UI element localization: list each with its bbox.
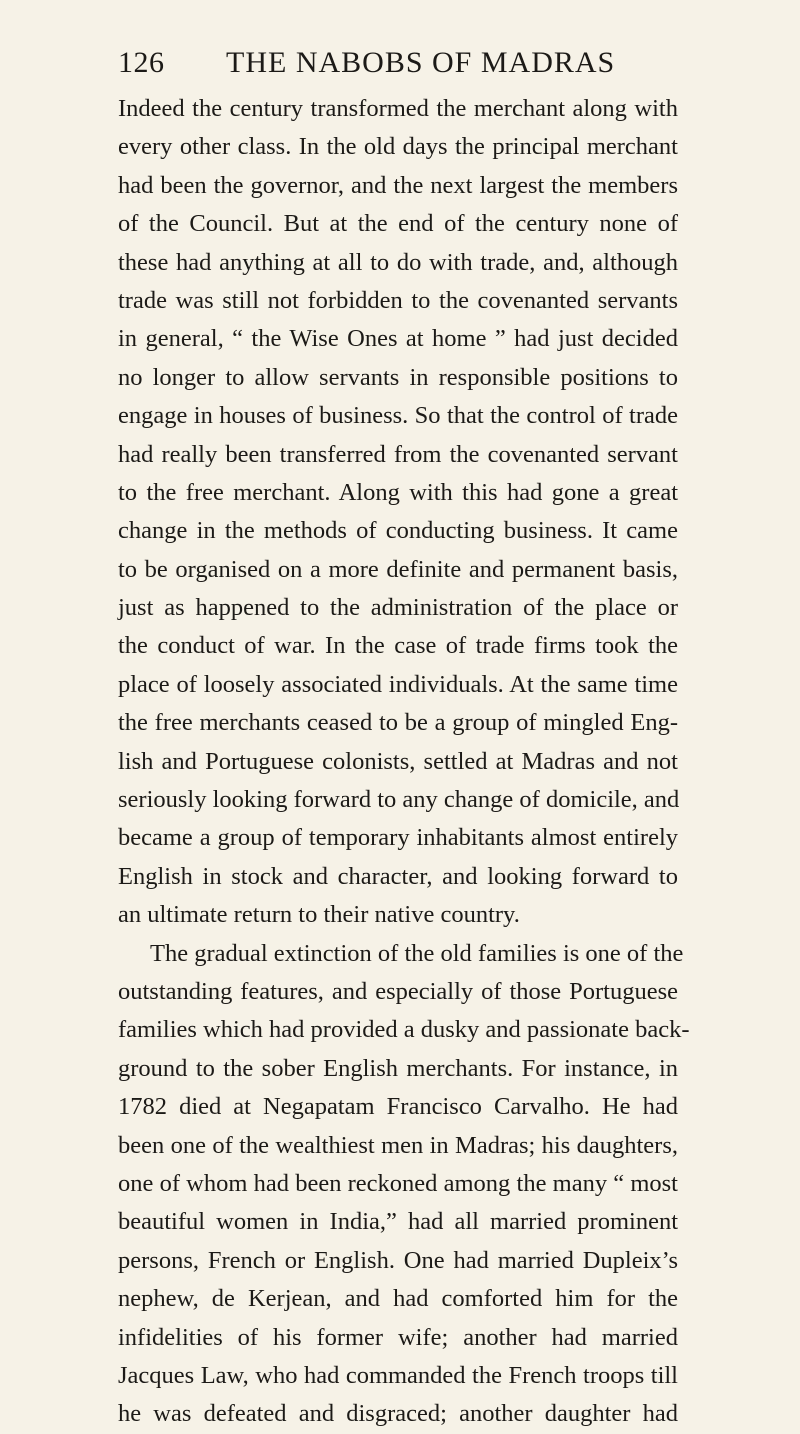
text-line: became a group of temporary inhabitants almost entirely	[118, 824, 678, 852]
text-line: nephew, de Kerjean, and had comforted him for the	[118, 1285, 678, 1313]
text-line: engage in houses of business. So that the control of trade	[118, 402, 678, 430]
text-line: trade was still not forbidden to the covenanted servants	[118, 286, 678, 314]
text-line: seriously looking forward to any change of domicile, and	[118, 786, 680, 814]
text-line: to be organised on a more definite and permanent basis,	[118, 555, 678, 583]
text-line: English in stock and character, and looking forward to	[118, 862, 678, 890]
text-line: infidelities of his former wife; another had married	[118, 1323, 678, 1351]
text-line: 1782 died at Negapatam Francisco Carvalho. He had	[118, 1093, 678, 1121]
text-line: been one of the wealthiest men in Madras; his daughters,	[118, 1131, 678, 1159]
text-line: place of loosely associated individuals. At the same time	[118, 670, 678, 698]
text-line: no longer to allow servants in responsible positions to	[118, 363, 678, 391]
page-number: 126	[118, 46, 165, 79]
paragraph-start-line: The gradual extinction of the old families is one of the	[150, 939, 684, 967]
text-line: Jacques Law, who had commanded the French troops till	[118, 1361, 678, 1389]
paragraph-end-line: an ultimate return to their native country.	[118, 901, 520, 929]
body-text	[118, 90, 690, 1434]
text-line: beautiful women in India,” had all married prominent	[118, 1208, 678, 1236]
text-line: persons, French or English. One had married Dupleix’s	[118, 1246, 678, 1274]
text-line: to the free merchant. Along with this had gone a great	[118, 478, 678, 506]
text-line: one of whom had been reckoned among the many “ most	[118, 1169, 678, 1197]
text-line: families which had provided a dusky and passionate back-	[118, 1016, 690, 1044]
text-line: just as happened to the administration of the place or	[118, 594, 678, 622]
text-line: had really been transferred from the covenanted servant	[118, 440, 678, 468]
text-line: Indeed the century transformed the merchant along with	[118, 95, 678, 122]
text-line: change in the methods of conducting business. It came	[118, 517, 678, 545]
text-line: these had anything at all to do with trade, and, although	[118, 248, 678, 276]
text-line: ground to the sober English merchants. For instance, in	[118, 1054, 678, 1082]
text-line: in general, “ the Wise Ones at home ” had just decided	[118, 325, 678, 353]
text-line: had been the governor, and the next largest the members	[118, 171, 678, 199]
running-title: THE NABOBS OF MADRAS	[226, 46, 616, 79]
text-line: every other class. In the old days the principal merchant	[118, 133, 678, 161]
text-line: of the Council. But at the end of the century none of	[118, 210, 678, 238]
text-line: outstanding features, and especially of those Portuguese	[118, 977, 678, 1005]
text-line: the free merchants ceased to be a group of mingled Eng-	[118, 709, 678, 737]
text-line: the conduct of war. In the case of trade firms took the	[118, 632, 678, 660]
text-line: lish and Portuguese colonists, settled at Madras and not	[118, 747, 678, 775]
text-line: he was defeated and disgraced; another daughter had	[118, 1400, 678, 1428]
